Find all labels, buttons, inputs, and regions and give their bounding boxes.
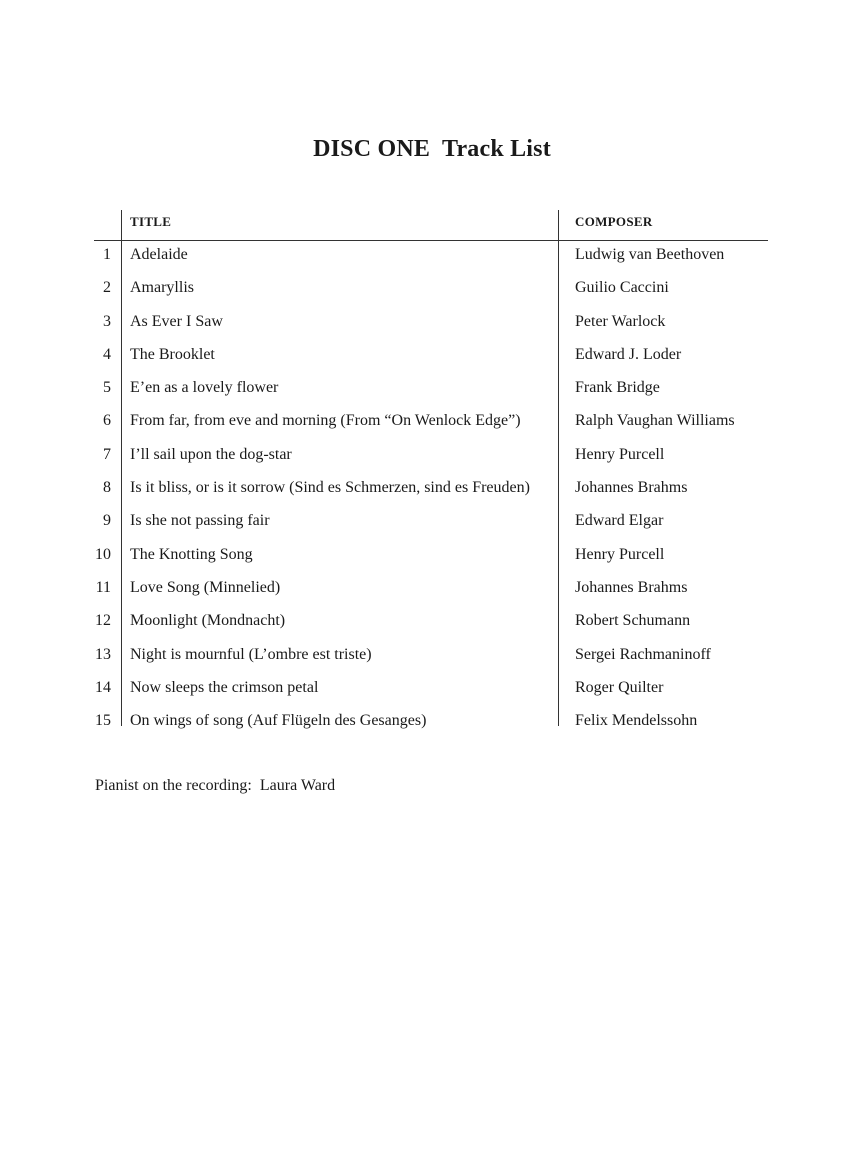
- track-number: 3: [103, 312, 111, 330]
- title-column-header: TITLE: [130, 214, 172, 229]
- track-composer: Edward J. Loder: [575, 345, 682, 363]
- track-number: 14: [95, 678, 111, 696]
- track-number: 8: [103, 479, 111, 497]
- page-title: DISC ONE Track List: [313, 136, 551, 162]
- track-number: 1: [103, 246, 111, 263]
- track-composer: Ludwig van Beethoven: [575, 246, 725, 263]
- track-number: 9: [103, 512, 111, 530]
- track-composer: Ralph Vaughan Williams: [575, 412, 735, 430]
- track-composer: Henry Purcell: [575, 445, 665, 463]
- track-composer: Felix Mendelssohn: [575, 712, 698, 730]
- track-row: [94, 507, 768, 540]
- track-row: [94, 474, 768, 507]
- track-row: [94, 241, 768, 274]
- track-number: 11: [95, 578, 111, 596]
- track-row: [94, 607, 768, 640]
- track-composer: Roger Quilter: [575, 678, 664, 696]
- track-number: 7: [103, 445, 111, 463]
- composer-column-header: COMPOSER: [575, 214, 653, 229]
- track-row: [94, 574, 768, 607]
- track-title: Now sleeps the crimson petal: [130, 678, 319, 696]
- track-title: Adelaide: [130, 246, 188, 263]
- track-title: Love Song (Minnelied): [130, 578, 281, 596]
- track-number: 15: [95, 712, 111, 730]
- track-row: [94, 407, 768, 440]
- track-composer: Henry Purcell: [575, 545, 665, 563]
- track-composer: Peter Warlock: [575, 312, 666, 330]
- track-row: [94, 441, 768, 474]
- pianist-credit: Pianist on the recording: Laura Ward: [95, 777, 336, 794]
- track-number: 12: [95, 612, 111, 630]
- track-number: 2: [103, 279, 111, 297]
- track-composer: Sergei Rachmaninoff: [575, 645, 711, 663]
- track-title: E’en as a lovely flower: [130, 379, 279, 397]
- track-row: [94, 707, 768, 740]
- track-title: The Knotting Song: [130, 545, 253, 563]
- track-composer: Johannes Brahms: [575, 479, 688, 497]
- track-rows: [94, 241, 768, 740]
- table-header-row: [94, 210, 768, 241]
- track-row: [94, 541, 768, 574]
- track-number: 10: [95, 545, 111, 563]
- track-number: 13: [95, 645, 111, 663]
- track-row: [94, 308, 768, 341]
- track-composer: Guilio Caccini: [575, 279, 669, 297]
- track-number: 6: [103, 412, 111, 430]
- track-composer: Edward Elgar: [575, 512, 664, 530]
- track-title: Is it bliss, or is it sorrow (Sind es Schmerzen, sind es Freuden): [130, 479, 530, 497]
- track-title: Is she not passing fair: [130, 512, 270, 530]
- track-title: Moonlight (Mondnacht): [130, 612, 286, 630]
- track-title: From far, from eve and morning (From “On Wenlock Edge”): [130, 412, 521, 430]
- track-number: 4: [103, 345, 111, 363]
- track-composer: Frank Bridge: [575, 379, 660, 397]
- track-number: 5: [103, 379, 111, 397]
- track-title: Night is mournful (L’ombre est triste): [130, 645, 372, 663]
- track-title: On wings of song (Auf Flügeln des Gesanges): [130, 712, 427, 730]
- track-row: [94, 341, 768, 374]
- track-title: Amaryllis: [130, 279, 194, 297]
- track-title: As Ever I Saw: [130, 312, 223, 330]
- track-row: [94, 274, 768, 307]
- track-title: I’ll sail upon the dog-star: [130, 445, 292, 463]
- track-title: The Brooklet: [130, 345, 215, 363]
- track-composer: Johannes Brahms: [575, 578, 688, 596]
- track-row: [94, 641, 768, 674]
- track-row: [94, 374, 768, 407]
- track-row: [94, 674, 768, 707]
- track-composer: Robert Schumann: [575, 612, 691, 630]
